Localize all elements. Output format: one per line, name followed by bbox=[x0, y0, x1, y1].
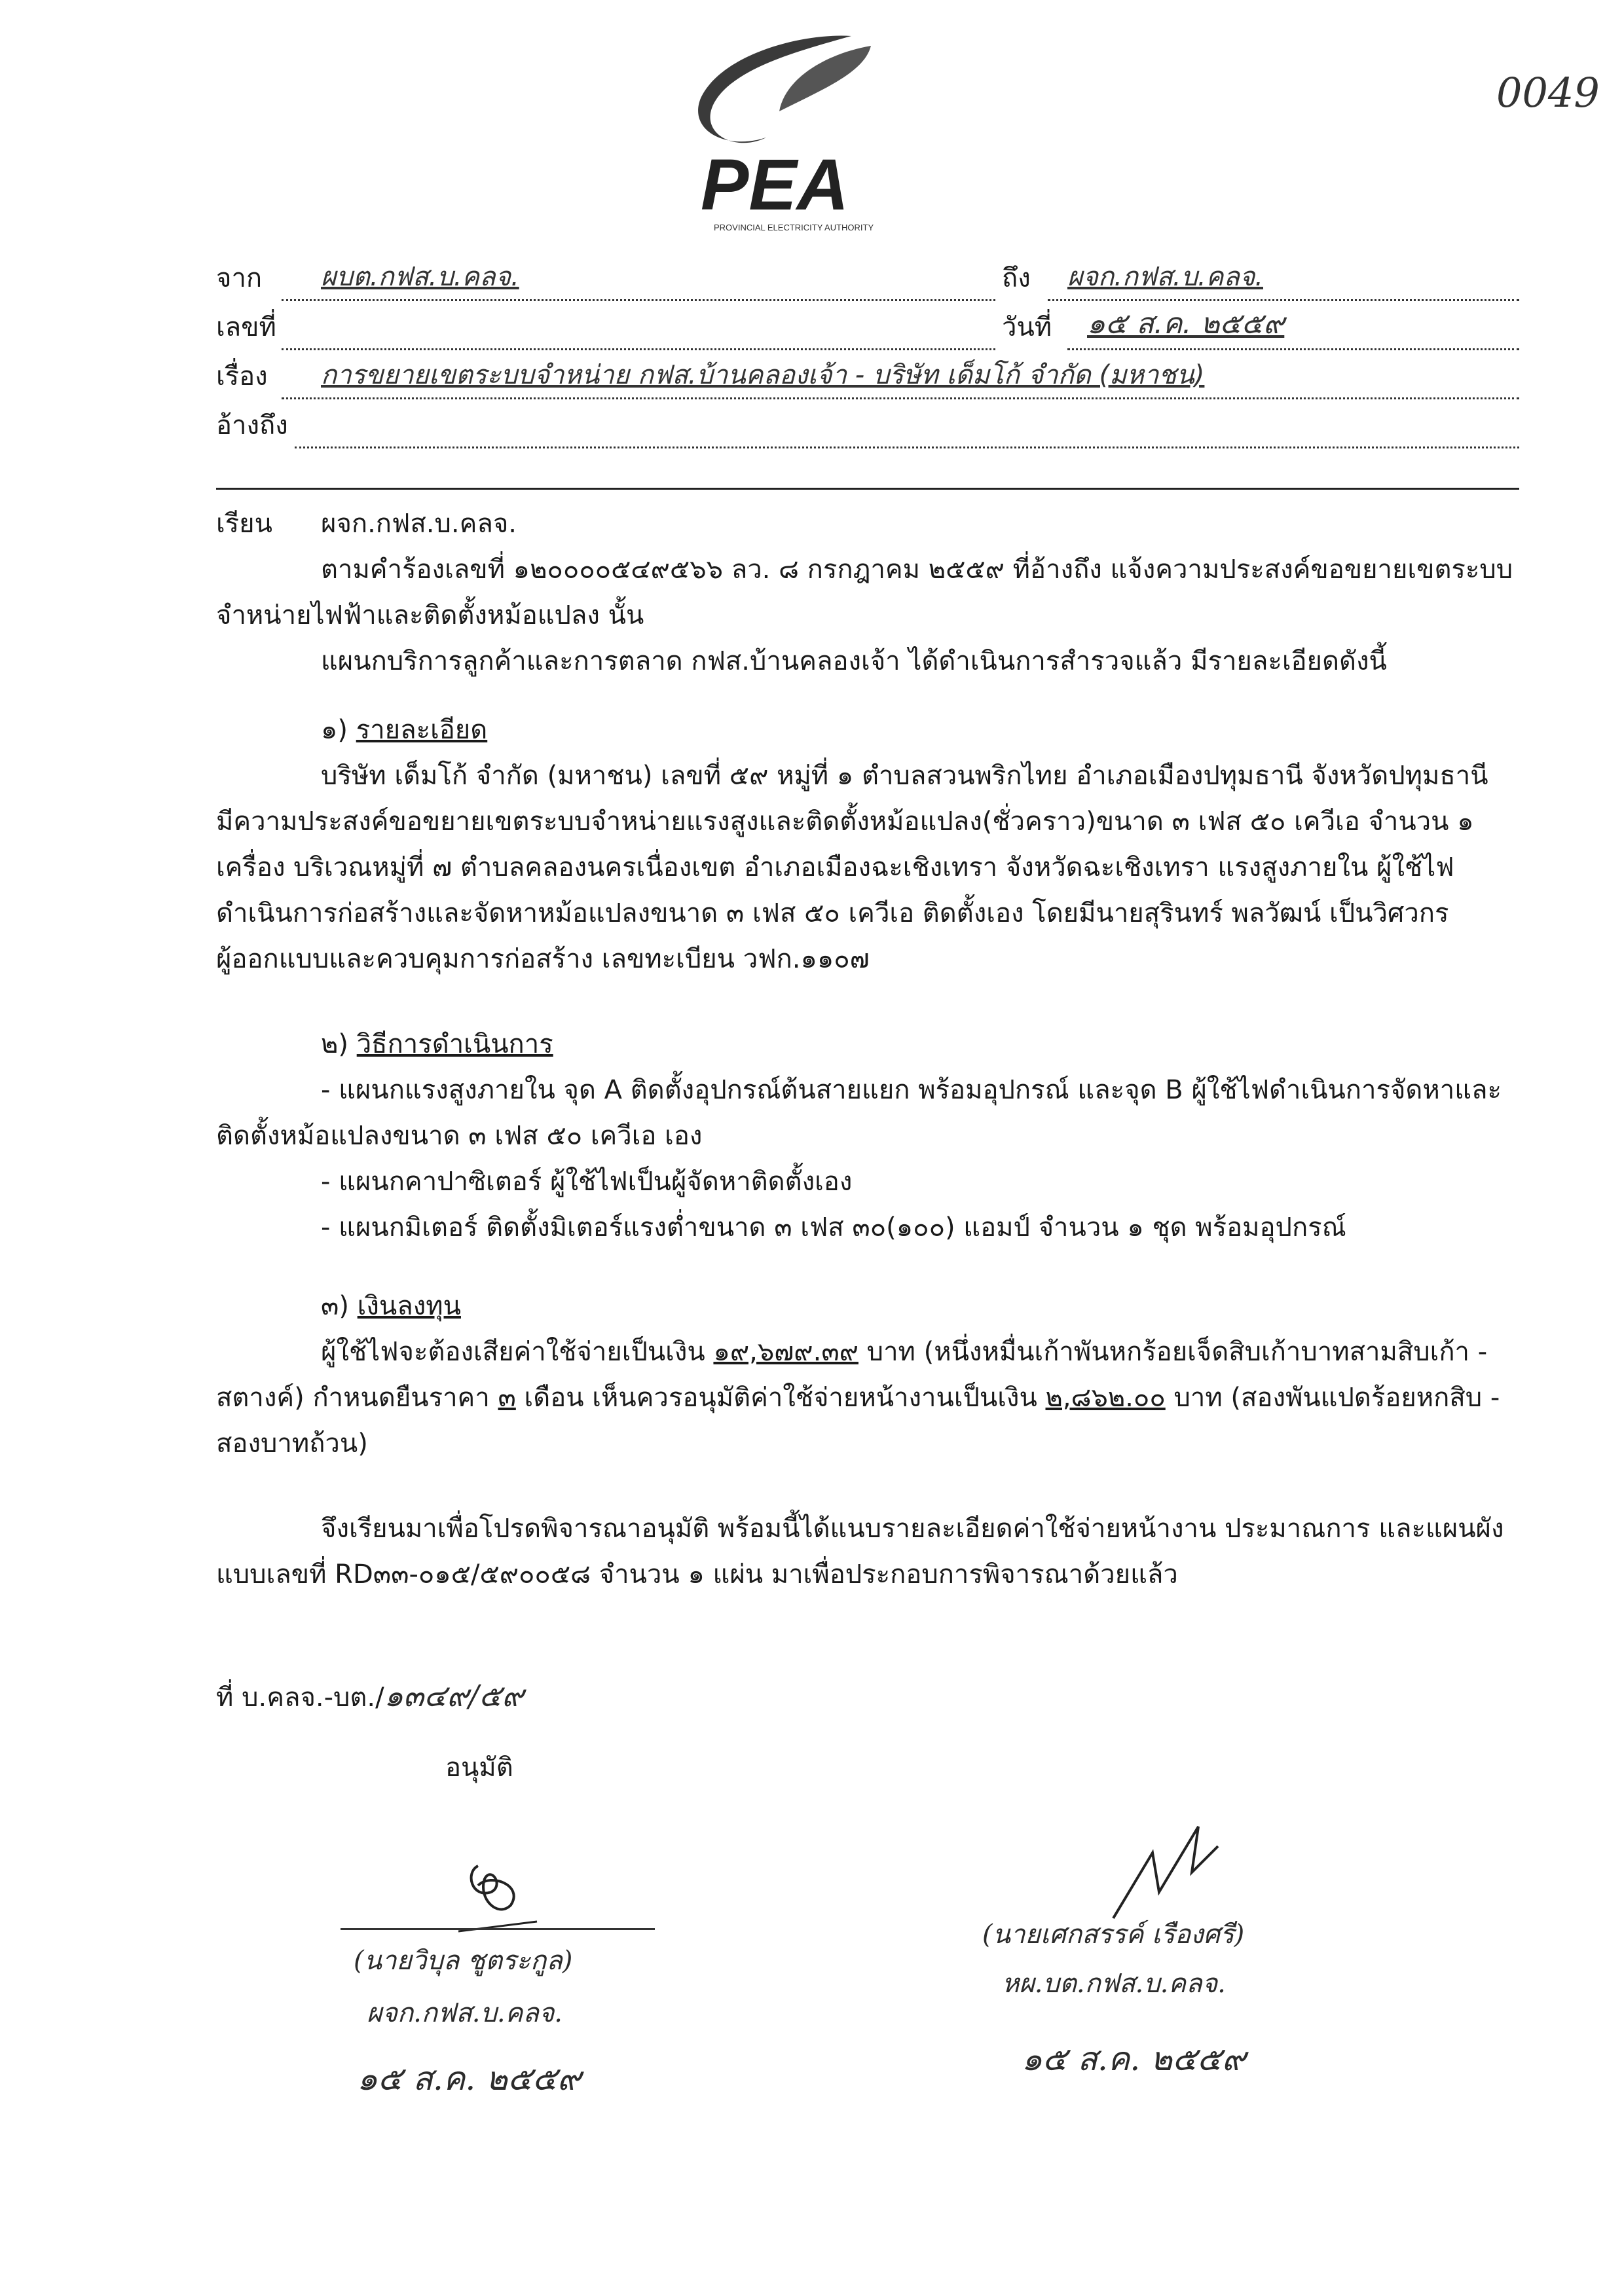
outgoing-reference bbox=[216, 1673, 524, 1721]
customer-cost-amount: ๑๙,๖๗๙.๓๙ bbox=[713, 1337, 858, 1367]
pea-logo bbox=[655, 20, 930, 242]
reference-handwritten-number: ๑๓๔๙/๕๙ bbox=[384, 1678, 524, 1713]
section-1-line-4: ดำเนินการก่อสร้างและจัดหาหม้อแปลงขนาด ๓ เฟส ๕๐ เควีเอ ติดตั้งเอง โดยมีนายสุรินทร์ พลวัฒน์ เป็นวิศวกร bbox=[216, 898, 1449, 928]
investment-text-1: ผู้ใช้ไฟจะต้องเสียค่าใช้จ่ายเป็นเงิน bbox=[321, 1337, 714, 1367]
approval-text: อนุมัติ bbox=[445, 1753, 513, 1783]
document-page-number: 0049 bbox=[1496, 69, 1600, 117]
section-1-heading bbox=[321, 707, 487, 753]
header-number-row bbox=[216, 307, 1519, 357]
section-3-line-3: สองบาทถ้วน) bbox=[216, 1429, 368, 1459]
date-dotted-line bbox=[1067, 348, 1519, 350]
price-validity-months: ๓ bbox=[498, 1383, 516, 1413]
section-3-line-1 bbox=[321, 1329, 1487, 1375]
section-2-title: วิธีการดำเนินการ bbox=[356, 1029, 553, 1059]
section-2-line-3: - แผนกคาปาซิเตอร์ ผู้ใช้ไฟเป็นผู้จัดหาติดตั้งเอง bbox=[321, 1167, 853, 1197]
from-label: จาก bbox=[216, 263, 263, 293]
reference-dotted-line bbox=[295, 446, 1519, 448]
section-1-line-1: บริษัท เด็มโก้ จำกัด (มหาชน) เลขที่ ๕๙ หมู่ที่ ๑ ตำบลสวนพริกไทย อำเภอเมืองปทุมธานี จังหวัดปทุมธานี bbox=[321, 761, 1488, 791]
header-divider bbox=[216, 488, 1519, 490]
section-3-heading bbox=[321, 1283, 461, 1329]
section-2-line-1: - แผนกแรงสูงภายใน จุด A ติดตั้งอุปกรณ์ต้นสายแยก พร้อมอุปกรณ์ และจุด B ผู้ใช้ไฟดำเนินการจัดหาและ bbox=[321, 1075, 1502, 1105]
closing-line-2: แบบเลขที่ RD๓๓-๐๑๕/๕๙๐๐๕๘ จำนวน ๑ แผ่น มาเพื่อประกอบการพิจารณาด้วยแล้ว bbox=[216, 1559, 1178, 1590]
left-signature-line bbox=[341, 1928, 655, 1930]
subject-value: การขยายเขตระบบจำหน่าย กฟส.บ้านคลองเจ้า - บริษัท เด็มโก้ จำกัด (มหาชน) bbox=[321, 360, 1205, 390]
section-2-line-4: - แผนกมิเตอร์ ติดตั้งมิเตอร์แรงต่ำขนาด ๓ เฟส ๓๐(๑๐๐) แอมป์ จำนวน ๑ ชุด พร้อมอุปกรณ์ bbox=[321, 1212, 1346, 1243]
salutation-label: เรียน bbox=[216, 509, 272, 539]
section-1-line-5: ผู้ออกแบบและควบคุมการก่อสร้าง เลขทะเบียน วฟก.๑๑๐๗ bbox=[216, 944, 870, 974]
investment-text-3: สตางค์) กำหนดยืนราคา bbox=[216, 1383, 498, 1413]
section-1-line-2: มีความประสงค์ขอขยายเขตระบบจำหน่ายแรงสูงและติดตั้งหม้อแปลง(ชั่วคราว)ขนาด ๓ เฟส ๕๐ เควีเอ จำนวน ๑ bbox=[216, 807, 1474, 837]
header-subject-row bbox=[216, 360, 1519, 406]
to-label: ถึง bbox=[1002, 263, 1031, 293]
reference-prefix: ที่ บ.คลจ.-บต./ bbox=[216, 1683, 384, 1713]
right-signature-date: ๑๕ ส.ค. ๒๕๕๙ bbox=[1022, 2040, 1246, 2078]
date-label: วันที่ bbox=[1002, 312, 1052, 342]
section-3-number: ๓) bbox=[321, 1291, 349, 1321]
investment-text-5: บาท (สองพันแปดร้อยหกสิบ - bbox=[1165, 1383, 1500, 1413]
left-signature-date: ๑๕ ส.ค. ๒๕๕๙ bbox=[357, 2060, 581, 2098]
intro-line-1: ตามคำร้องเลขที่ ๑๒๐๐๐๐๕๔๙๕๖๖ ลว. ๘ กรกฎาคม ๒๕๕๙ ที่อ้างถึง แจ้งความประสงค์ขอขยายเขตระบบ bbox=[321, 555, 1513, 585]
section-2-number: ๒) bbox=[321, 1029, 348, 1059]
intro-line-3: แผนกบริการลูกค้าและการตลาด กฟส.บ้านคลองเจ้า ได้ดำเนินการสำรวจแล้ว มีรายละเอียดดังนี้ bbox=[321, 646, 1387, 676]
header-from-row bbox=[216, 262, 1519, 308]
section-2-heading bbox=[321, 1021, 553, 1067]
section-2-line-2: ติดตั้งหม้อแปลงขนาด ๓ เฟส ๕๐ เควีเอ เอง bbox=[216, 1121, 703, 1151]
salutation-recipient: ผจก.กฟส.บ.คลจ. bbox=[321, 509, 517, 539]
from-value: ผบต.กฟส.บ.คลจ. bbox=[321, 262, 519, 292]
section-1-title: รายละเอียด bbox=[356, 715, 488, 745]
investment-text-4: เดือน เห็นควรอนุมัติค่าใช้จ่ายหน้างานเป็นเงิน bbox=[515, 1383, 1046, 1413]
left-signer-position: ผจก.กฟส.บ.คลจ. bbox=[367, 1998, 563, 2028]
right-signer-position: หผ.บต.กฟส.บ.คลจ. bbox=[1002, 1969, 1226, 1999]
reference-label: อ้างถึง bbox=[216, 410, 288, 441]
investment-text-2: บาท (หนึ่งหมื่นเก้าพันหกร้อยเจ็ดสิบเก้าบาทสามสิบเก้า - bbox=[858, 1337, 1488, 1367]
to-value: ผจก.กฟส.บ.คลจ. bbox=[1067, 262, 1264, 292]
section-3-line-2 bbox=[216, 1375, 1500, 1421]
logo-subtitle: PROVINCIAL ELECTRICITY AUTHORITY bbox=[714, 223, 874, 232]
number-label: เลขที่ bbox=[216, 312, 276, 342]
from-dotted-line bbox=[282, 299, 995, 301]
site-cost-amount: ๒,๘๖๒.๐๐ bbox=[1045, 1383, 1166, 1413]
header-reference-row bbox=[216, 409, 1519, 455]
section-3-title: เงินลงทุน bbox=[357, 1291, 461, 1321]
section-1-number: ๑) bbox=[321, 715, 348, 745]
section-1-line-3: เครื่อง บริเวณหมู่ที่ ๗ ตำบลคลองนครเนื่องเขต อำเภอเมืองฉะเชิงเทรา จังหวัดฉะเชิงเทรา แรงสูงภายใน ผู้ใช้ไฟ bbox=[216, 852, 1454, 883]
subject-dotted-line bbox=[282, 397, 1519, 399]
intro-line-2: จำหน่ายไฟฟ้าและติดตั้งหม้อแปลง นั้น bbox=[216, 600, 644, 630]
left-signer-name: (นายวิบุล ชูตระกูล) bbox=[354, 1946, 573, 1976]
right-signer-name: (นายเศกสรรค์ เรืองศรี) bbox=[982, 1920, 1245, 1950]
logo-text: PEA bbox=[701, 145, 849, 225]
number-dotted-line bbox=[282, 348, 995, 350]
date-value: ๑๕ ส.ค. ๒๕๕๙ bbox=[1087, 307, 1285, 340]
closing-line-1: จึงเรียนมาเพื่อโปรดพิจารณาอนุมัติ พร้อมนี้ได้แนบรายละเอียดค่าใช้จ่ายหน้างาน ประมาณการ และแผนผัง bbox=[321, 1514, 1504, 1544]
subject-label: เรื่อง bbox=[216, 361, 268, 392]
